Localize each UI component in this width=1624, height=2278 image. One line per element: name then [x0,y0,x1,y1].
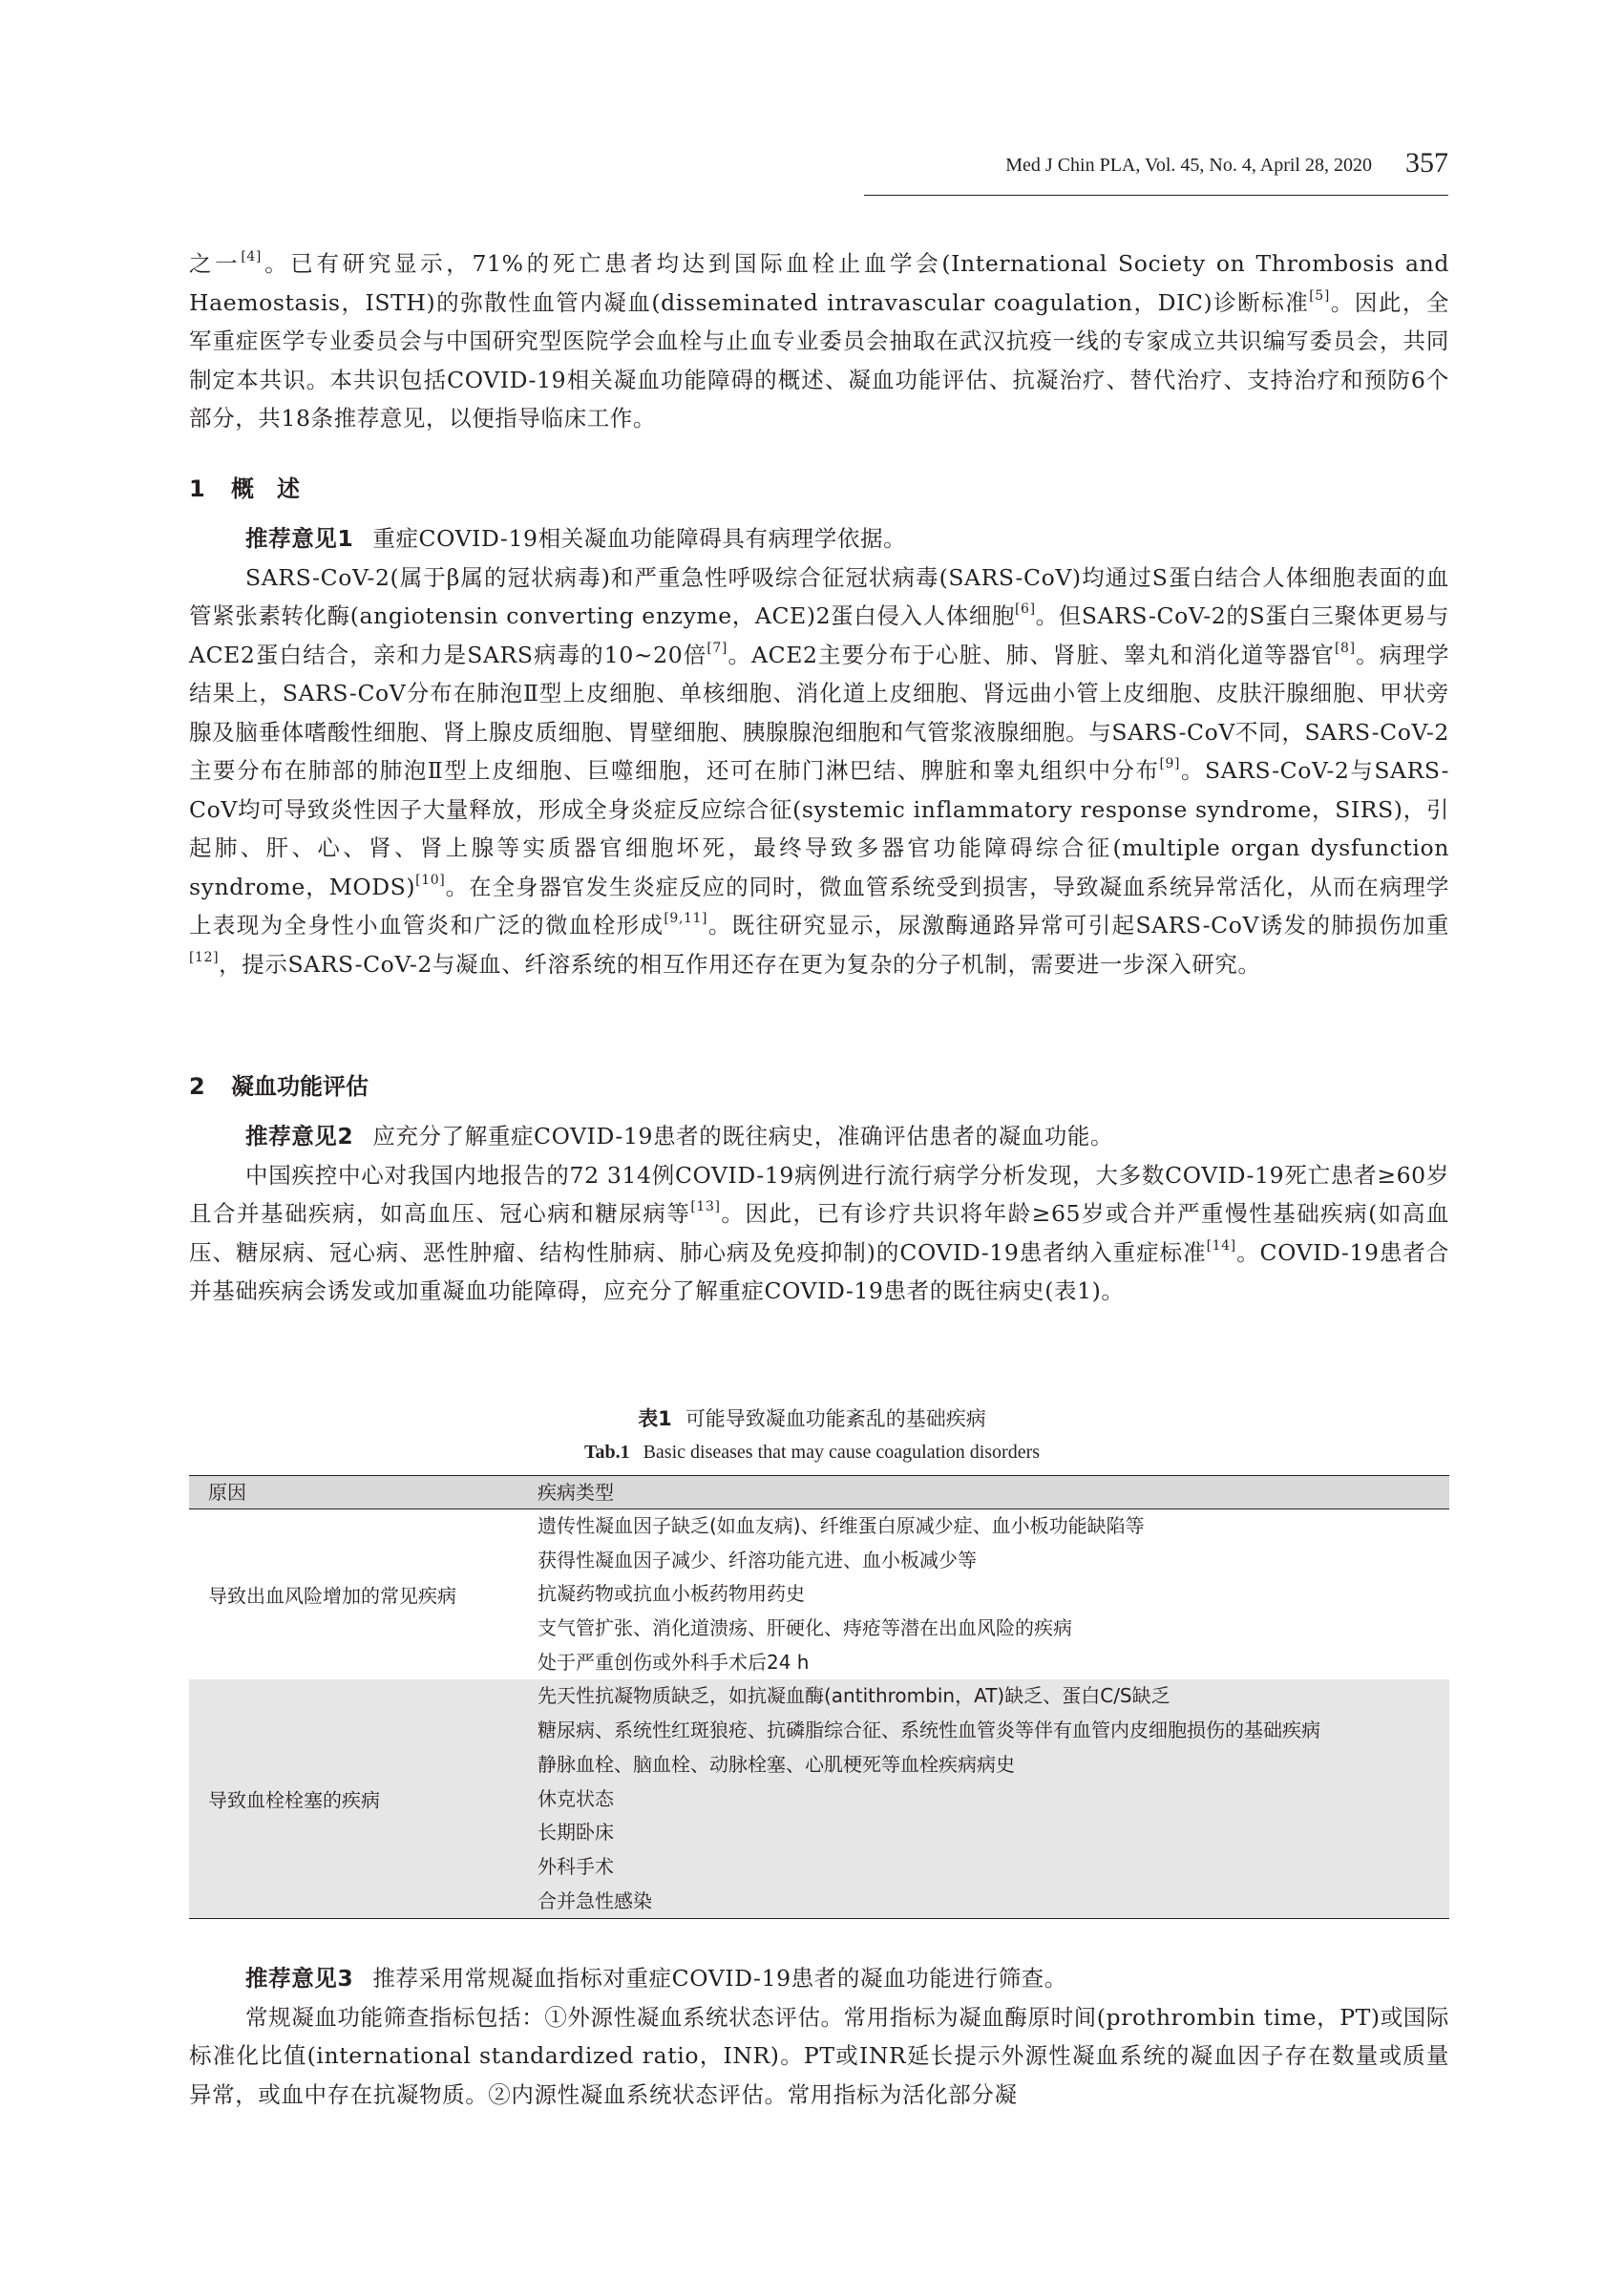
section-heading-2: 2 凝血功能评估 [189,1073,369,1100]
table-row: 先天性抗凝物质缺乏，如抗凝血酶(antithrombin，AT)缺乏、蛋白C/S缺乏 [538,1684,1171,1708]
citation[interactable]: [5] [1309,287,1330,304]
table-caption-en: Tab.1 Basic diseases that may cause coagulation disorders [583,1442,1041,1463]
section-heading-1: 1 概 述 [189,475,300,502]
citation[interactable]: [13] [690,1199,721,1215]
table-row: 外科手术 [538,1854,614,1878]
recommendation-3-paragraph: 常规凝血功能筛查指标包括：①外源性凝血系统状态评估。常用指标为凝血酶原时间(prothrombin time，PT)或国际标准化比值(international standardized ratio，INR)。PT或INR延长提示外源性凝血系统的凝血因子存在数量或质量异常，或血中存在抗凝物质。②内源性凝血系统状态评估。常用指标为活化部分凝 [189,2003,1449,2108]
citation[interactable]: [14] [1206,1237,1236,1254]
section-2-body [189,1117,1449,1311]
section-1-paragraph: SARS-CoV-2(属于β属的冠状病毒)和严重急性呼吸综合征冠状病毒(SARS-CoV)均通过S蛋白结合人体细胞表面的血管紧张素转化酶(angiotensin converting enzyme，ACE)2蛋白侵入人体细胞[6]。但SARS-CoV-2的S蛋白三聚体更易与ACE2蛋白结合，亲和力是SARS病毒的10~20倍[7]。ACE2主要分布于心脏、肺、肾脏、睾丸和消化道等器官[8]。病理学结果上，SARS-CoV分布在肺泡Ⅱ型上皮细胞、单核细胞、消化道上皮细胞、肾远曲小管上皮细胞、皮肤汗腺细胞、甲状旁腺及脑垂体嗜酸性细胞、肾上腺皮质细胞、胃壁细胞、胰腺腺泡细胞和气管浆液腺细胞。与SARS-CoV不同，SARS-CoV-2主要分布在肺部的肺泡Ⅱ型上皮细胞、巨噬细胞，还可在肺门淋巴结、脾脏和睾丸组织中分布[9]。SARS-CoV-2与SARS-CoV均可导致炎性因子大量释放，形成全身炎症反应综合征(systemic inflammatory response syndrome，SIRS)，引起肺、肝、心、肾、肾上腺等实质器官细胞坏死，最终导致多器官功能障碍综合征(multiple organ dysfunction syndrome，MODS)[10]。在全身器官发生炎症反应的同时，微血管系统受到损害，导致凝血系统异常活化，从而在病理学上表现为全身性小血管炎和广泛的微血栓形成[9,11]。既往研究显示，尿激酶通路异常可引起SARS-CoV诱发的肺损伤加重[12]，提示SARS-CoV-2与凝血、纤溶系统的相互作用还存在更为复杂的分子机制，需要进一步深入研究。 [189,563,1450,978]
citation[interactable]: [7] [707,640,728,656]
recommendation-3-body [189,1959,1449,2114]
table-row: 抗凝药物或抗血小板药物用药史 [538,1582,805,1606]
table-row: 糖尿病、系统性红斑狼疮、抗磷脂综合征、系统性血管炎等伴有血管内皮细胞损伤的基础疾病 [538,1719,1320,1742]
table-row: 静脉血栓、脑血栓、动脉栓塞、心肌梗死等血栓疾病病史 [538,1752,1015,1776]
cause-cell: 导致血栓栓塞的疾病 [208,1788,380,1812]
table-row: 处于严重创伤或外科手术后24 h [538,1650,810,1674]
recommendation-3: 推荐意见3 推荐采用常规凝血指标对重症COVID-19患者的凝血功能进行筛查。 [245,1965,1067,1992]
table-row: 长期卧床 [538,1821,614,1845]
citation[interactable]: [12] [189,949,220,965]
table-1 [189,1475,1449,1919]
table-header-row [189,1476,1449,1509]
citation[interactable]: [4] [241,249,262,265]
table-group-bleeding [189,1509,1449,1679]
recommendation-2: 推荐意见2 应充分了解重症COVID-19患者的既往病史，准确评估患者的凝血功能。 [245,1123,1114,1150]
citation[interactable]: [9] [1159,756,1181,772]
citation[interactable]: [10] [415,872,446,888]
table-row: 休克状态 [538,1786,614,1810]
column-header-cause: 原因 [208,1481,246,1504]
column-header-disease-type: 疾病类型 [538,1481,614,1504]
journal-citation: Med J Chin PLA, Vol. 45, No. 4, April 28, 2020 [1005,155,1372,176]
cause-cell: 导致出血风险增加的常见疾病 [208,1584,456,1608]
table-group-thrombosis [189,1679,1449,1918]
recommendation-1: 推荐意见1 重症COVID-19相关凝血功能障碍具有病理学依据。 [245,525,907,552]
running-header [864,143,1448,196]
citation[interactable]: [8] [1335,640,1356,656]
table-row: 遗传性凝血因子缺乏(如血友病)、纤维蛋白原减少症、血小板功能缺陷等 [538,1514,1145,1537]
table-row: 合并急性感染 [538,1888,652,1912]
page-number: 357 [1405,147,1448,179]
citation[interactable]: [9,11] [664,911,708,927]
citation[interactable]: [6] [1015,601,1036,618]
section-2-paragraph: 中国疾控中心对我国内地报告的72 314例COVID-19病例进行流行病学分析发现，大多数COVID-19死亡患者≥60岁且合并基础疾病，如高血压、冠心病和糖尿病等[13]。因此，已有诊疗共识将年龄≥65岁或合并严重慢性基础疾病(如高血压、糖尿病、冠心病、恶性肿瘤、结构性肺病、肺心病及免疫抑制)的COVID-19患者纳入重症标准[14]。COVID-19患者合并基础疾病会诱发或加重凝血功能障碍，应充分了解重症COVID-19患者的既往病史(表1)。 [189,1161,1449,1304]
table-caption-cn: 表1 可能导致凝血功能紊乱的基础疾病 [638,1407,986,1430]
table-row: 获得性凝血因子减少、纤溶功能亢进、血小板减少等 [538,1548,977,1571]
section-1-body [189,519,1449,983]
table-row: 支气管扩张、消化道溃疡、肝硬化、痔疮等潜在出血风险的疾病 [538,1616,1072,1640]
intro-paragraph: 之一[4]。已有研究显示，71%的死亡患者均达到国际血栓止血学会(International Society on Thrombosis and Haemostasis，ISTH)的弥散性血管内凝血(disseminated intravascular coagulation，DIC)诊断标准[5]。因此，全军重症医学专业委员会与中国研究型医院学会血栓与止血专业委员会抽取在武汉抗疫一线的专家成立共识编写委员会，共同制定本共识。本共识包括COVID-19相关凝血功能障碍的概述、凝血功能评估、抗凝治疗、替代治疗、支持治疗和预防6个部分，共18条推荐意见，以便指导临床工作。 [189,249,1449,432]
